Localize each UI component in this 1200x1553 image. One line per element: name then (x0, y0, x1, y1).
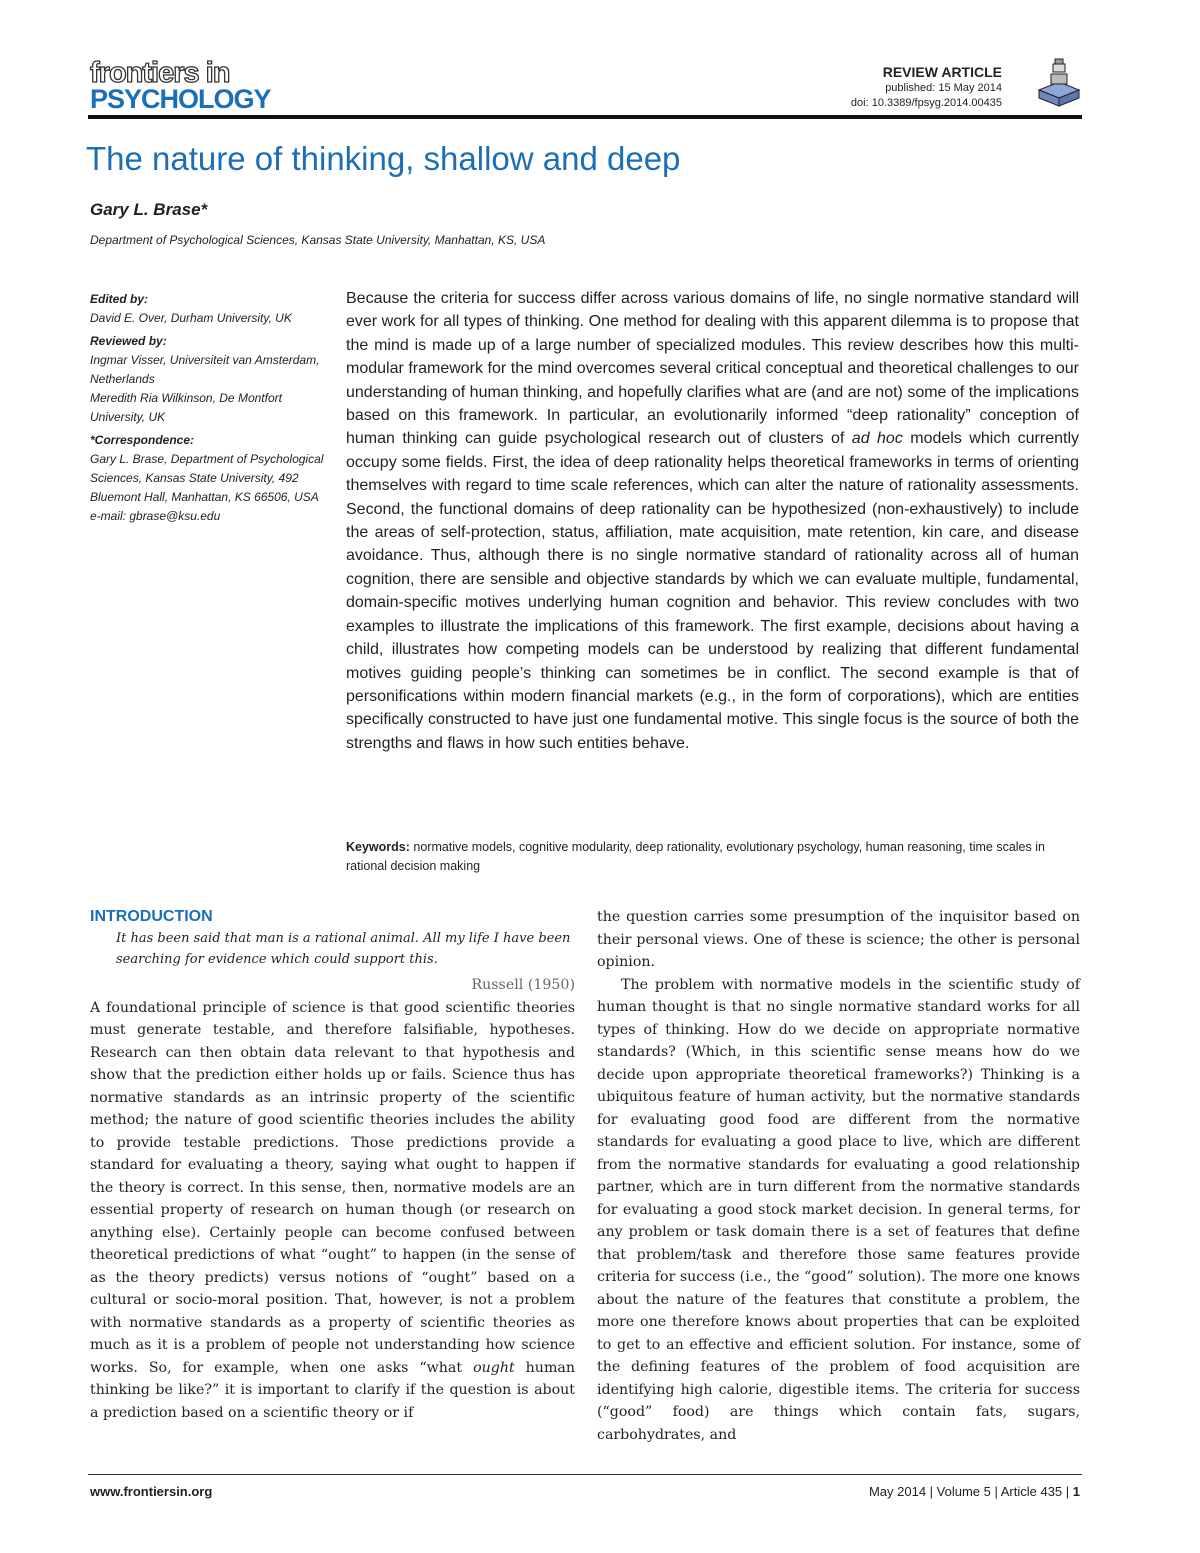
body-left-column (90, 906, 575, 1424)
abstract (346, 287, 1079, 755)
editorial-sidebar (90, 290, 335, 530)
article-meta (851, 63, 1002, 111)
correspondence: Gary L. Brase, Department of Psychological Sciences, Kansas State University, 492 Bluemont Hall, Manhattan, KS 66506, USA (90, 452, 324, 504)
doi[interactable]: doi: 10.3389/fpsyg.2014.00435 (850, 97, 1002, 109)
email[interactable]: e-mail: gbrase@ksu.edu (90, 509, 221, 523)
abstract-text: models which currently occupy some fields. First, the idea of deep rationality helps theoretical frameworks in terms of orienting themselves with regard to time scale references, which can alter the nature of rationality assessments. Second, the functional domains of deep rationality can be hypothesized (non-exhaustively) to include the areas of self-protection, status, affiliation, mate acquisition, mate retention, kin care, and disease avoidance. Thus, although there is no single normative standard of rationality across all of human cognition, there are sensible and objective standards by which we can evaluate multiple, fundamental, domain-specific motives underlying human cognition and behavior. This review concludes with two examples to illustrate the implications of this framework. The first example, decisions about having a child, illustrates how competing models can be understood by realizing that different fundamental motives guiding people’s thinking can sometimes be in conflict. The second example is that of personifications within modern financial markets (e.g., in the form of corporations), which are entities specifically constructed to have just one fundamental motive. This single focus is the source of both the strengths and flaws in how such entities behave. (346, 430, 1080, 752)
header-rule (88, 115, 1082, 119)
footer-url[interactable]: www.frontiersin.org (90, 1484, 213, 1499)
published-date: published: 15 May 2014 (885, 82, 1002, 94)
italic: ought (473, 1359, 515, 1376)
abstract-italic: ad hoc (851, 430, 903, 448)
keywords-label: Keywords: (346, 840, 410, 854)
keywords (346, 838, 1079, 876)
abstract-text: Because the criteria for success differ across various domains of life, no single normative standard will ever work for all types of thinking. One method for dealing with this apparent dilemma is to propose that the mind is made up of a large number of specialized modules. This review describes how this multi-modular framework for the mind overcomes several critical conceptual and theoretical challenges to our understanding of human thinking, and hopefully clarifies what are (and are not) some of the implications based on this framework. In particular, an evolutionarily informed “deep rationality” conception of human thinking can guide psychological research out of clusters of (346, 290, 1079, 448)
paragraph: The problem with normative models in the scientific study of human thought is that no single normative standard works for all types of thinking. How do we decide on appropriate normative standards? (Which, in this scientific sense means how do we decide upon appropriate theoretical frameworks?) Thinking is a ubiquitous feature of human activity, but the normative standards for evaluating good food are different from the normative standards for evaluating a good place to live, which are different from the normative standards for evaluating a good relationship partner, which are in turn different from the normative standards for evaluating a good stock market decision. In general terms, for any problem or task domain there is a set of features that define that problem/task and therefore those same features provide criteria for success (i.e., the “good” solution). The more one knows about the nature of the features that constitute a problem, the more one therefore knows about properties that can be exploited to get to an effective and efficient solution. For instance, some of the defining features of the problem of food acquisition are identifying high calorie, digestible items. The criteria for success (“good” food) are things which contain fats, sugars, carbohydrates, and (597, 976, 1080, 1443)
article-title: The nature of thinking, shallow and deep (86, 140, 681, 177)
journal-emblem-icon (1035, 58, 1083, 108)
edited-label: Edited by: (90, 292, 149, 306)
paragraph (90, 997, 575, 1425)
affiliation: Department of Psychological Sciences, Kansas State University, Manhattan, KS, USA (90, 233, 546, 247)
journal-logo-line1: frontiers in (90, 57, 230, 89)
text: A foundational principle of science is that good scientific theories must generate testable, and therefore falsifiable, hypotheses. Research can then obtain data relevant to that hypothesis and show that the prediction either holds up or fails. Science thus has normative standards as an intrinsic property of the scientific method; the nature of good scientific theories includes the ability to provide testable predictions. Those predictions provide a standard for evaluating a theory, saying what ought to happen if the theory is correct. In this sense, then, normative models are an essential property of research on human though (or research on anything else). Certainly people can become confused between theoretical predictions of what “ought” to happen (in the sense of as the theory predicts) versus notions of “ought” based on a cultural or socio-moral position. That, however, is not a problem with normative standards as a property of scientific theories as much as it is a problem of people not understanding how science works. So, for example, when one asks “what (90, 999, 575, 1376)
footer-rule (88, 1474, 1082, 1475)
page-number: 1 (1072, 1484, 1080, 1499)
paragraph: the question carries some presumption of the inquisitor based on their personal views. One of these is science; the other is personal opinion. (597, 909, 1080, 970)
reviewer: Meredith Ria Wilkinson, De Montfort University, UK (90, 391, 282, 424)
author: Gary L. Brase* (90, 200, 208, 219)
footer-page-info (869, 1484, 1080, 1499)
section-heading: INTRODUCTION (90, 908, 213, 925)
correspondence-label: *Correspondence: (90, 433, 195, 447)
keywords-text: normative models, cognitive modularity, deep rationality, evolutionary psychology, human reasoning, time scales in rational decision making (346, 840, 1045, 873)
issue-info: May 2014 | Volume 5 | Article 435 | (868, 1484, 1073, 1499)
reviewed-label: Reviewed by: (90, 334, 167, 348)
article-type: REVIEW ARTICLE (882, 64, 1002, 80)
text: human thinking be like?” it is important to clarify if the question is about a prediction based on a scientific theory or if (90, 1359, 575, 1421)
journal-logo-line2: PSYCHOLOGY (90, 84, 271, 114)
reviewer: Ingmar Visser, Universiteit van Amsterdam, Netherlands (90, 353, 320, 386)
epigraph-citation[interactable]: Russell (1950) (471, 977, 575, 993)
epigraph: It has been said that man is a rational animal. All my life I have been searching for evidence which could support this. (116, 931, 571, 967)
body-right-column (597, 906, 1080, 1446)
editor: David E. Over, Durham University, UK (90, 311, 292, 325)
